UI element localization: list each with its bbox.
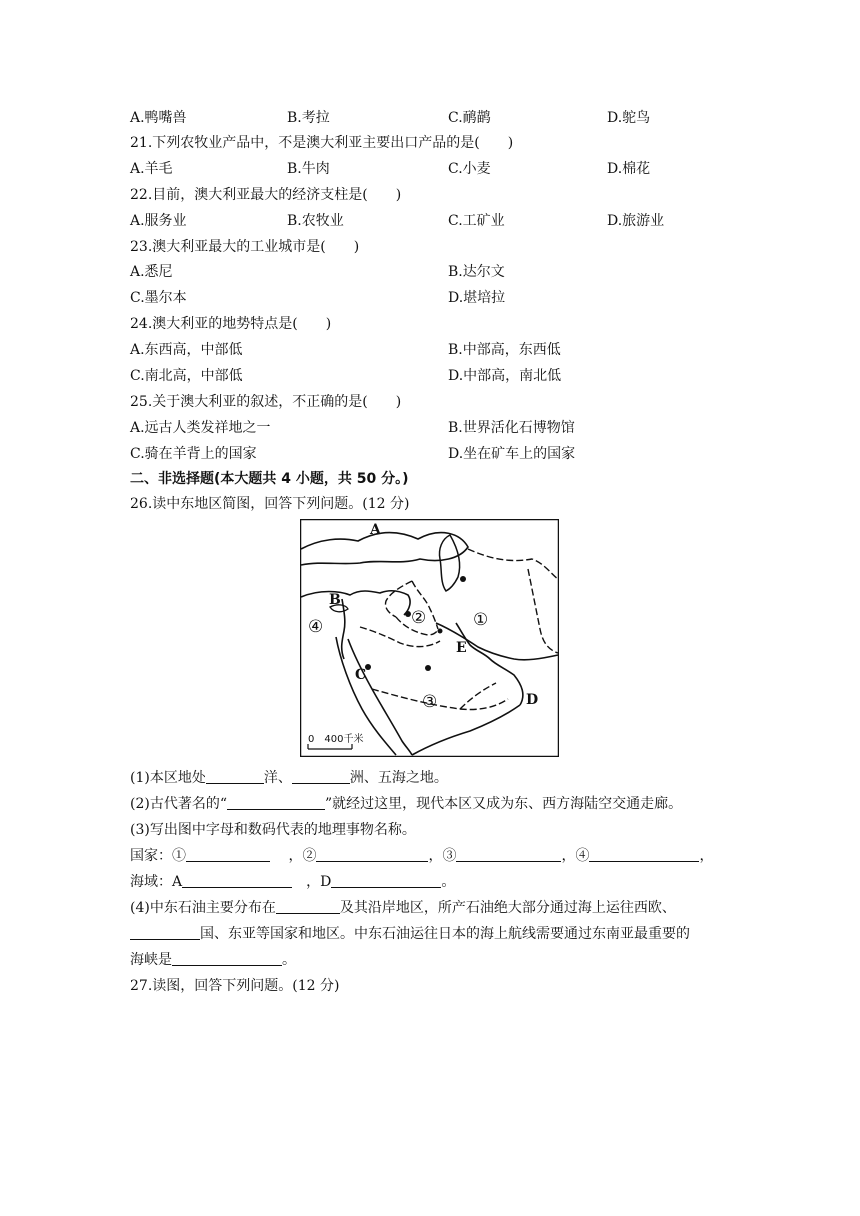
q26-p8-text-a: 海峡是 (130, 952, 172, 968)
q26-stem: 26.读中东地区简图，回答下列问题。(12 分) (130, 496, 410, 512)
q26-p5 (130, 872, 455, 892)
q25-option-c: C.骑在羊背上的国家 (130, 446, 257, 462)
q21-option-d: D.棉花 (607, 161, 651, 177)
map-label-4: ④ (308, 617, 324, 637)
map-label-2: ② (411, 608, 427, 628)
blank-country-2[interactable] (316, 847, 428, 862)
q26-p7-text: 国、东亚等国家和地区。中东石油运往日本的海上航线需要通过东南亚最重要的 (200, 926, 690, 942)
q26-p5-text-b: ，D (306, 874, 332, 890)
q22-option-a: A.服务业 (130, 213, 187, 229)
q26-p4-text-e: ， (699, 848, 714, 864)
q26-p5-text-c: 。 (441, 874, 456, 890)
q20-option-c: C.鸸鹋 (448, 110, 491, 126)
q27-stem: 27.读图，回答下列问题。(12 分) (130, 978, 340, 994)
q26-p6-text-a: (4)中东石油主要分布在 (130, 900, 276, 916)
q26-p1-text-c: 洲、五海之地。 (349, 770, 448, 786)
q23-option-c: C.墨尔本 (130, 290, 187, 306)
q23-option-d: D.堪培拉 (448, 290, 506, 306)
map-scale-label: 0 400千米 (308, 734, 364, 745)
blank-oil-region[interactable] (276, 899, 340, 914)
map-label-3: ③ (422, 692, 438, 712)
q23-option-b: B.达尔文 (448, 264, 505, 280)
q25-option-d: D.坐在矿车上的国家 (448, 446, 576, 462)
q20-option-a: A.鸭嘴兽 (130, 110, 187, 126)
q26-p2-text-b: ”就经过这里，现代本区又成为东、西方海陆空交通走廊。 (325, 796, 683, 812)
q21-option-c: C.小麦 (448, 161, 491, 177)
blank-road[interactable] (227, 795, 325, 810)
map-label-d: D (526, 692, 539, 708)
map-label-e: E (456, 640, 467, 656)
q22-stem: 22.目前，澳大利亚最大的经济支柱是( ) (130, 187, 402, 203)
q20-option-b: B.考拉 (287, 110, 330, 126)
q21-stem: 21.下列农牧业产品中，不是澳大利亚主要出口产品的是( ) (130, 135, 514, 151)
q26-p5-text-a: 海域：A (130, 874, 183, 890)
q21-option-a: A.羊毛 (130, 161, 173, 177)
blank-country-3[interactable] (456, 847, 561, 862)
q26-p2 (130, 794, 682, 814)
q20-option-d: D.鸵鸟 (607, 110, 651, 126)
q21-option-b: B.牛肉 (287, 161, 330, 177)
q26-p4 (130, 846, 713, 866)
q24-option-c: C.南北高，中部低 (130, 368, 243, 384)
q25-option-a: A.远古人类发祥地之一 (130, 420, 271, 436)
blank-sea-d[interactable] (331, 873, 441, 888)
q23-option-a: A.悉尼 (130, 264, 173, 280)
q24-option-d: D.中部高，南北低 (448, 368, 562, 384)
q26-p2-text-a: (2)古代著名的“ (130, 796, 227, 812)
map-label-c: C (355, 667, 367, 683)
blank-country-destination[interactable] (130, 925, 200, 940)
map-label-b: B (329, 592, 341, 608)
blank-ocean[interactable] (206, 769, 264, 784)
q26-p1-text-b: 洋、 (263, 770, 292, 786)
q22-option-d: D.旅游业 (607, 213, 665, 229)
q26-p6 (130, 898, 676, 918)
q26-p3: (3)写出图中字母和数码代表的地理事物名称。 (130, 822, 416, 838)
q26-p6-text-b: 及其沿岸地区，所产石油绝大部分通过海上运往西欧、 (339, 900, 676, 916)
middle-east-map (300, 519, 559, 757)
q26-p1-text-a: (1)本区地处 (130, 770, 206, 786)
q24-option-a: A.东西高，中部低 (130, 342, 243, 358)
q22-option-c: C.工矿业 (448, 213, 505, 229)
q25-option-b: B.世界活化石博物馆 (448, 420, 575, 436)
map-label-a: A (370, 522, 381, 538)
blank-continent[interactable] (292, 769, 350, 784)
q24-stem: 24.澳大利亚的地势特点是( ) (130, 316, 332, 332)
blank-sea-a[interactable] (182, 873, 292, 888)
q26-p4-text-a: 国家：① (130, 848, 186, 864)
q25-stem: 25.关于澳大利亚的叙述，不正确的是( ) (130, 394, 402, 410)
q24-option-b: B.中部高，东西低 (448, 342, 561, 358)
q26-p7 (130, 924, 690, 944)
q26-p8-text-b: 。 (282, 952, 296, 968)
q26-p8 (130, 950, 296, 970)
blank-strait[interactable] (172, 951, 282, 966)
q26-p4-text-d: ，④ (561, 848, 590, 864)
blank-country-4[interactable] (589, 847, 699, 862)
map-label-1: ① (473, 610, 489, 630)
q26-p4-text-c: ，③ (428, 848, 457, 864)
q22-option-b: B.农牧业 (287, 213, 344, 229)
blank-country-1[interactable] (186, 847, 270, 862)
q23-stem: 23.澳大利亚最大的工业城市是( ) (130, 239, 360, 255)
section-heading: 二、非选择题(本大题共 4 小题，共 50 分。) (130, 471, 409, 487)
q26-p1 (130, 768, 448, 788)
q26-p4-text-b: ，② (288, 848, 317, 864)
